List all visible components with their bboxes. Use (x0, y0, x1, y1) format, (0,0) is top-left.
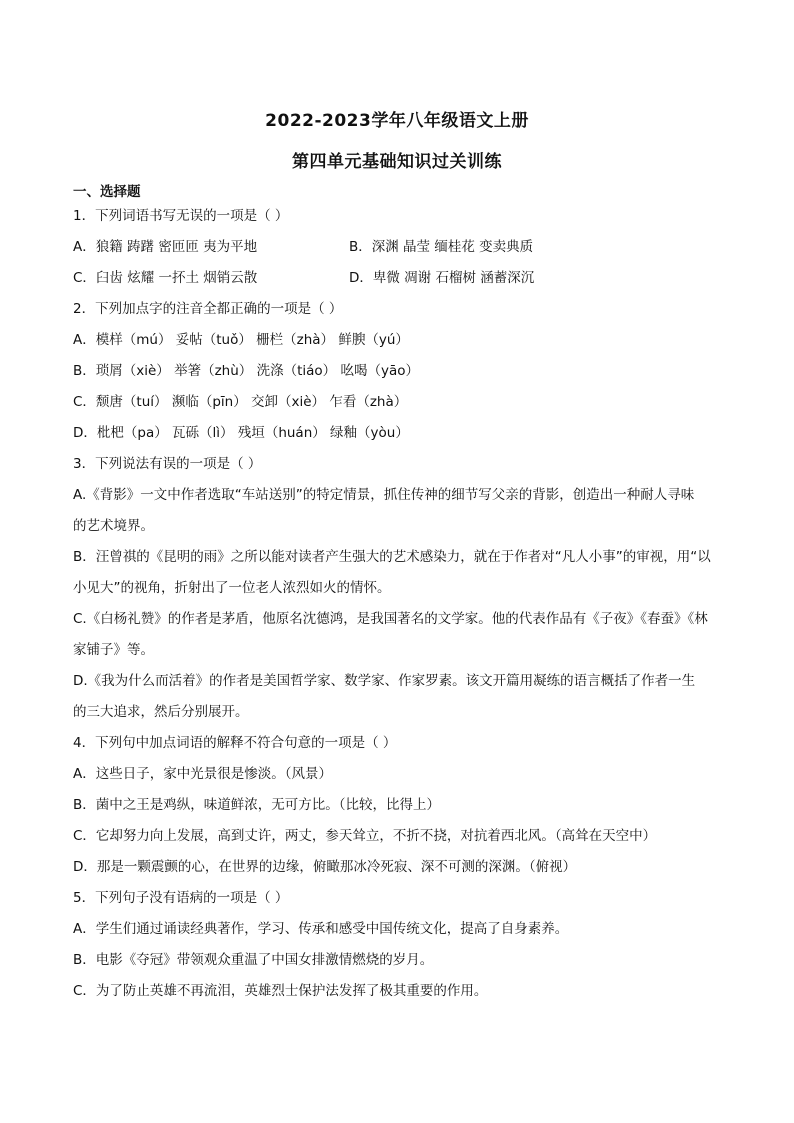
question-3-option-d-line-1: D.《我为什么而活着》的作者是美国哲学家、数学家、作家罗素。该文开篇用凝练的语言概括了作者一生 (73, 673, 696, 689)
question-2-option-c: C．颓唐（tuí） 濒临（pīn） 交卸（xiè） 乍看（zhà） (73, 394, 408, 410)
question-1-option-d: D．卑微 凋谢 石榴树 涵蓄深沉 (349, 270, 535, 286)
question-1-stem: 1．下列词语书写无误的一项是（ ） (73, 208, 289, 224)
question-4-option-d: D．那是一颗震颤的心，在世界的边缘，俯瞰那冰冷死寂、深不可测的深渊。（俯视） (73, 859, 577, 875)
question-3-option-b-line-2: 小见大”的视角，折射出了一位老人浓烈如火的情怀。 (73, 580, 391, 596)
question-5-option-b: B．电影《夺冠》带领观众重温了中国女排激情燃烧的岁月。 (73, 952, 434, 968)
question-4-stem: 4．下列句中加点词语的解释不符合句意的一项是（ ） (73, 735, 397, 751)
question-1-options-row-2 (73, 267, 725, 298)
question-3-option-a-line-2: 的艺术境界。 (73, 518, 154, 534)
question-1-options-row-1 (73, 236, 725, 267)
question-5-option-c: C．为了防止英雄不再流泪，英雄烈士保护法发挥了极其重要的作用。 (73, 983, 488, 999)
question-2-option-d: D．枇杷（pa） 瓦砾（lì） 残垣（huán） 绿釉（yòu） (73, 425, 409, 441)
question-5-option-a: A．学生们通过诵读经典著作，学习、传承和感受中国传统文化，提高了自身素养。 (73, 921, 569, 937)
question-4-option-c: C．它却努力向上发展，高到丈许，两丈，参天耸立，不折不挠，对抗着西北风。（高耸在天空中） (73, 828, 657, 844)
question-1-option-b: B．深渊 晶莹 缅桂花 变卖典质 (349, 239, 534, 255)
question-3-option-c-line-2: 家铺子》等。 (73, 642, 154, 658)
section-heading: 一、选择题 (73, 184, 141, 200)
question-2-option-a: A．模样（mú） 妥帖（tuǒ） 栅栏（zhà） 鲜腴（yú） (73, 332, 409, 348)
question-1-option-c: C．臼齿 炫耀 一抔土 烟销云散 (73, 270, 258, 286)
question-4-option-b: B．菌中之王是鸡纵，味道鲜浓，无可方比。（比较，比得上） (73, 797, 441, 813)
question-3-option-d-line-2: 的三大追求，然后分别展开。 (73, 704, 249, 720)
question-3-stem: 3．下列说法有误的一项是（ ） (73, 456, 262, 472)
document-title: 2022-2023学年八年级语文上册 (265, 111, 529, 131)
document-subtitle: 第四单元基础知识过关训练 (292, 152, 502, 172)
question-1-option-a: A．狼籍 踌躇 密匝匝 夷为平地 (73, 239, 258, 255)
question-3-option-a-line-1: A.《背影》一文中作者选取“车站送别”的特定情景，抓住传神的细节写父亲的背影，创造出一种耐人寻味 (73, 487, 695, 503)
question-list (73, 205, 725, 1011)
question-3-option-b-line-1: B．汪曾祺的《昆明的雨》之所以能对读者产生强大的艺术感染力，就在于作者对“凡人小事”的审视，用“以 (73, 549, 711, 565)
question-3-option-c-line-1: C.《白杨礼赞》的作者是茅盾，他原名沈德鸿，是我国著名的文学家。他的代表作品有《子夜》《春蚕》《林 (73, 611, 708, 627)
question-4-option-a: A．这些日子，家中光景很是惨淡。（风景） (73, 766, 332, 782)
question-5-stem: 5．下列句子没有语病的一项是（ ） (73, 890, 289, 906)
question-2-option-b: B．琐屑（xiè） 举箸（zhù） 洗涤（tiáo） 吆喝（yāo） (73, 363, 419, 379)
question-2-stem: 2．下列加点字的注音全都正确的一项是（ ） (73, 301, 343, 317)
